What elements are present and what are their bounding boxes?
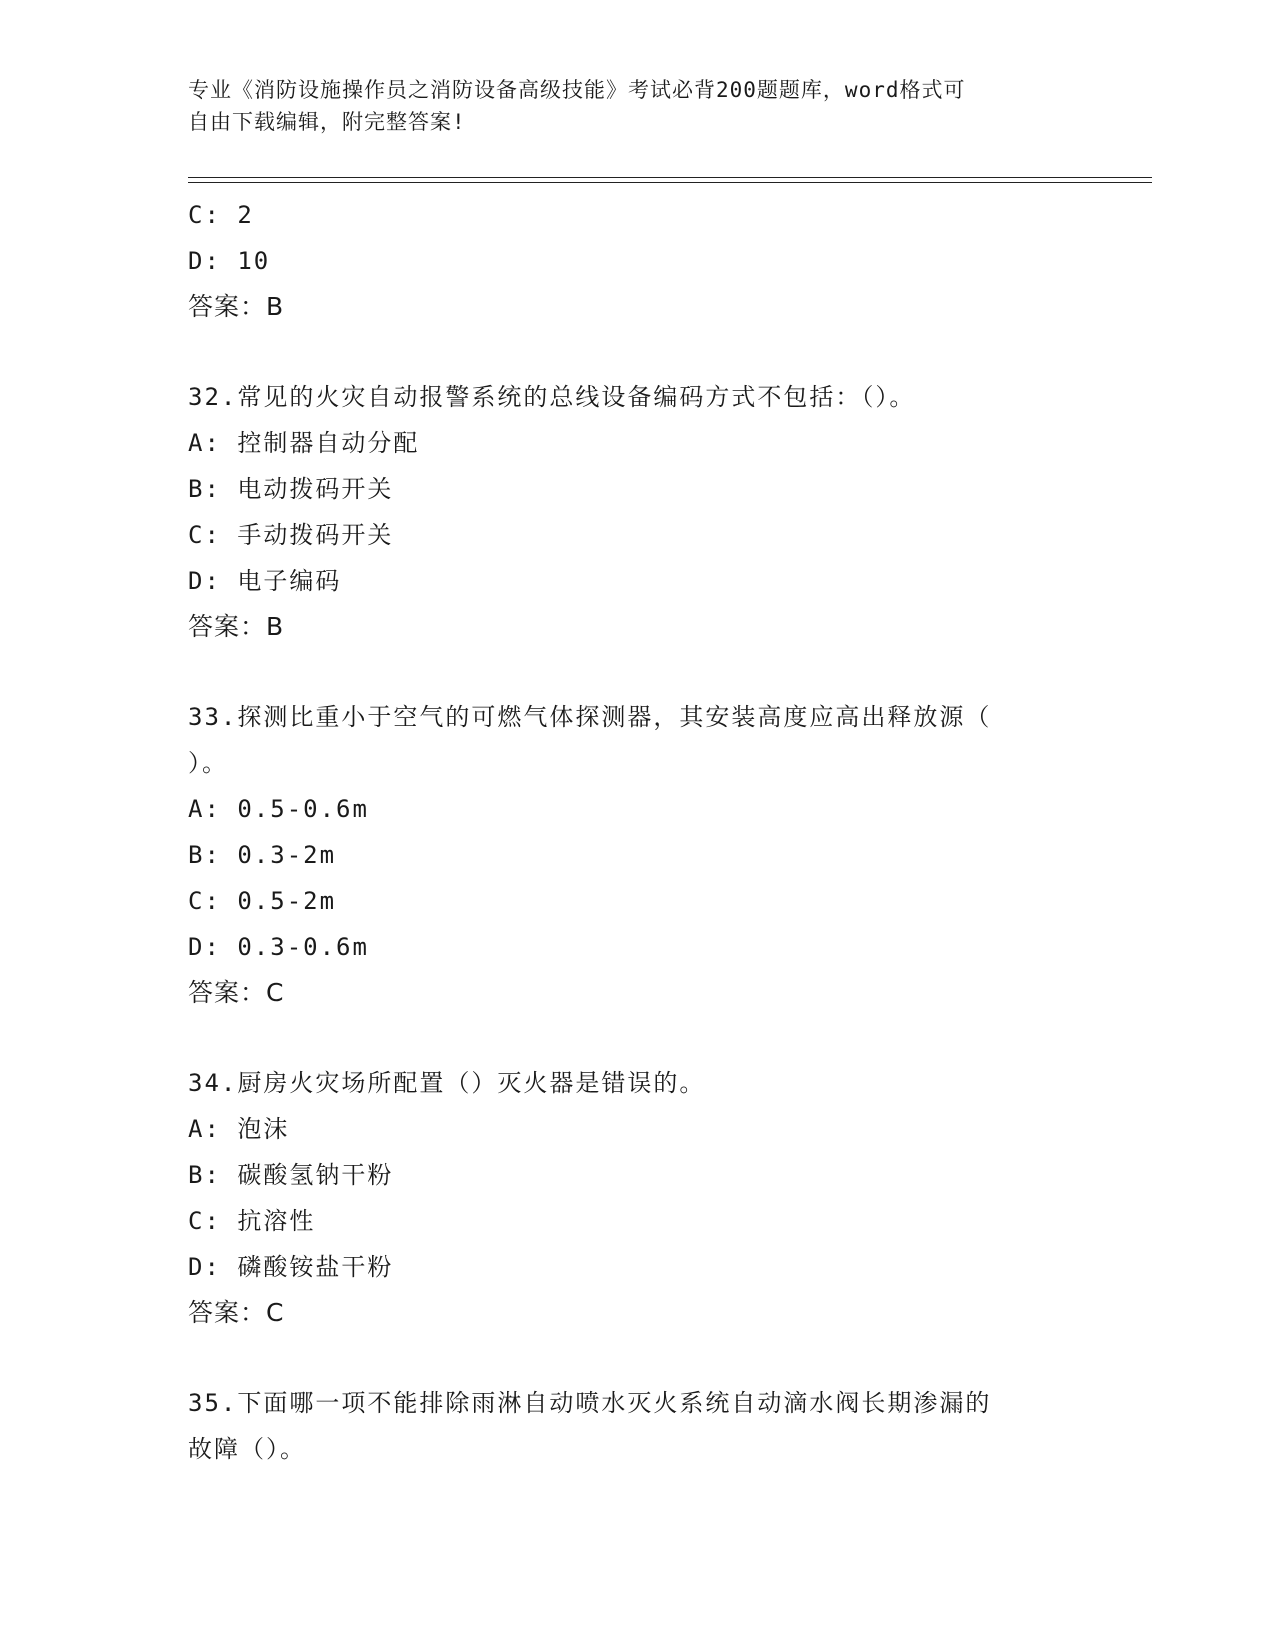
header-rule-top: [188, 177, 1152, 178]
question-stem-line-2: 故障（）。: [188, 1435, 306, 1463]
header-line-1: 专业《消防设施操作员之消防设备高级技能》考试必背200题题库，word格式可: [188, 78, 966, 102]
answer-line: 答案：B: [188, 612, 285, 641]
option-d: D: 电子编码: [188, 567, 342, 595]
question-list: [188, 192, 1088, 1472]
option-b: B: 电动拨码开关: [188, 475, 394, 503]
question-stem-line-2: ）。: [188, 749, 228, 777]
option-c: C: 抗溶性: [188, 1207, 316, 1235]
question-33: [188, 694, 1088, 1016]
option-c: C: 手动拨码开关: [188, 521, 394, 549]
question-stem-line-1: 35.下面哪一项不能排除雨淋自动喷水灭火系统自动滴水阀长期渗漏的: [188, 1389, 992, 1417]
answer-line: 答案：B: [188, 292, 285, 321]
option-c: C: 0.5-2m: [188, 887, 337, 915]
option-c: C: 2: [188, 201, 254, 229]
option-d: D: 10: [188, 247, 271, 275]
option-d: D: 0.3-0.6m: [188, 933, 369, 961]
header-line-2: 自由下载编辑，附完整答案!: [188, 110, 466, 134]
option-a: A: 0.5-0.6m: [188, 795, 369, 823]
answer-line: 答案：C: [188, 978, 285, 1007]
option-b: B: 0.3-2m: [188, 841, 337, 869]
question-32: [188, 374, 1088, 650]
option-b: B: 碳酸氢钠干粉: [188, 1161, 394, 1189]
option-a: A: 控制器自动分配: [188, 429, 420, 457]
answer-line: 答案：C: [188, 1298, 285, 1327]
question-31: [188, 192, 1088, 330]
header-rule-bottom: [188, 182, 1152, 183]
option-a: A: 泡沫: [188, 1115, 290, 1143]
document-header: [188, 74, 1088, 138]
option-d: D: 磷酸铵盐干粉: [188, 1253, 394, 1281]
question-stem: 32.常见的火灾自动报警系统的总线设备编码方式不包括：（）。: [188, 383, 916, 411]
question-34: [188, 1060, 1088, 1336]
question-stem: 34.厨房火灾场所配置（）灭火器是错误的。: [188, 1069, 706, 1097]
question-35: [188, 1380, 1088, 1472]
question-stem-line-1: 33.探测比重小于空气的可燃气体探测器，其安装高度应高出释放源（: [188, 703, 992, 731]
